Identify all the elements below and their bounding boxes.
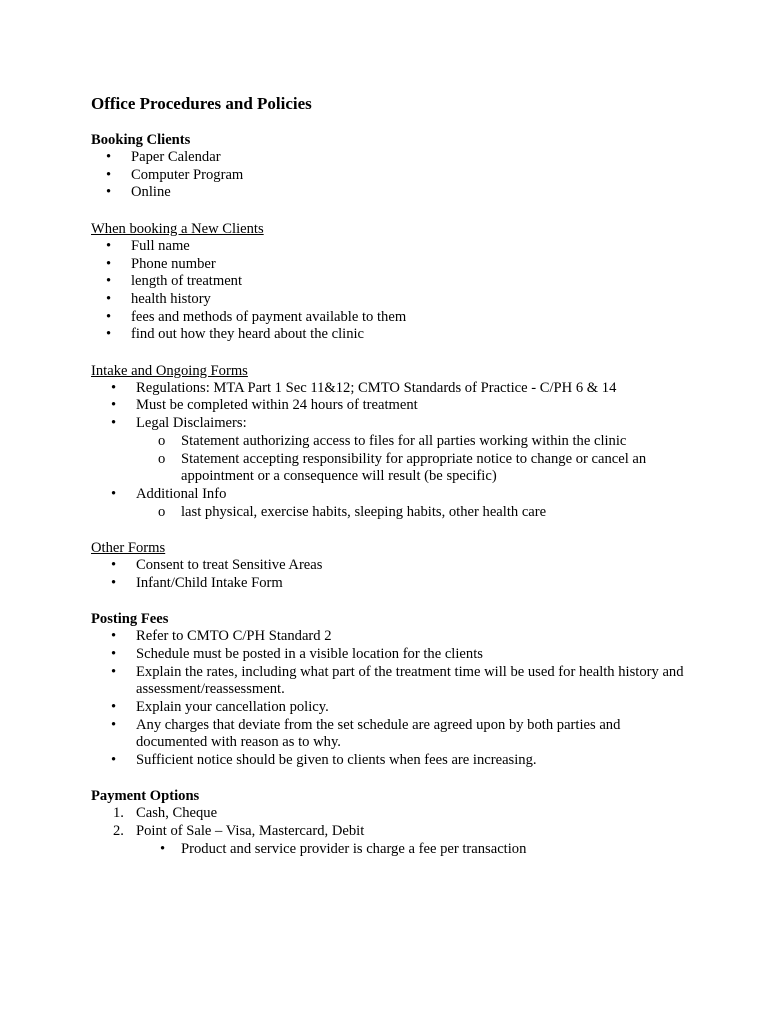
new-clients-heading: When booking a New Clients bbox=[91, 220, 264, 237]
list-item: • Refer to CMTO C/PH Standard 2 bbox=[91, 628, 691, 646]
sub-list-item: o Statement accepting responsibility for appropriate notice to change or cancel an appointment or a consequence will result (be specific) bbox=[136, 451, 691, 486]
payment-options-list bbox=[91, 805, 691, 840]
list-item: • find out how they heard about the clinic bbox=[91, 326, 691, 344]
list-item-text: Point of Sale – Visa, Mastercard, Debit bbox=[136, 823, 365, 840]
list-item: • length of treatment bbox=[91, 273, 691, 291]
booking-clients-heading: Booking Clients bbox=[91, 132, 191, 148]
list-item: • Explain your cancellation policy. bbox=[91, 699, 691, 717]
list-item-text: Cash, Cheque bbox=[136, 805, 218, 822]
document-title: Office Procedures and Policies bbox=[91, 94, 312, 113]
list-item: • Phone number bbox=[91, 256, 691, 274]
list-item: • Full name bbox=[91, 238, 691, 256]
posting-fees-list bbox=[91, 628, 691, 770]
other-forms-heading: Other Forms bbox=[91, 540, 166, 557]
list-item: • Computer Program bbox=[91, 167, 691, 185]
list-item: • Paper Calendar bbox=[91, 149, 691, 167]
sub-list-item: o Statement authorizing access to files for all parties working within the clinic bbox=[136, 433, 691, 451]
intake-forms-heading: Intake and Ongoing Forms bbox=[91, 362, 248, 379]
sub-list-item: • Product and service provider is charge a fee per transaction bbox=[136, 841, 691, 859]
list-number: 1. bbox=[113, 805, 124, 822]
list-item bbox=[91, 805, 691, 823]
list-item: • Additional Info bbox=[91, 486, 691, 504]
list-item: • Sufficient notice should be given to clients when fees are increasing. bbox=[91, 752, 691, 770]
sub-list-item: o last physical, exercise habits, sleeping habits, other health care bbox=[136, 504, 691, 522]
additional-info-sublist bbox=[136, 504, 691, 522]
document-body bbox=[91, 94, 691, 859]
intake-forms-list bbox=[91, 380, 691, 433]
list-item: • Must be completed within 24 hours of treatment bbox=[91, 397, 691, 415]
list-item: • Consent to treat Sensitive Areas bbox=[91, 557, 691, 575]
intake-forms-list-cont bbox=[91, 486, 691, 504]
list-item: • Explain the rates, including what part of the treatment time will be used for health history and assessment/reassessment. bbox=[91, 664, 691, 699]
other-forms-list bbox=[91, 557, 691, 592]
list-item: • Any charges that deviate from the set schedule are agreed upon by both parties and documented with reason as to why. bbox=[91, 717, 691, 752]
new-clients-list bbox=[91, 238, 691, 344]
list-item: • Infant/Child Intake Form bbox=[91, 575, 691, 593]
point-of-sale-sublist bbox=[136, 841, 691, 859]
booking-clients-list bbox=[91, 149, 691, 202]
list-item: • Schedule must be posted in a visible location for the clients bbox=[91, 646, 691, 664]
list-item: • Online bbox=[91, 184, 691, 202]
legal-disclaimers-sublist bbox=[136, 433, 691, 486]
list-item bbox=[91, 823, 691, 841]
list-item: • Regulations: MTA Part 1 Sec 11&12; CMTO Standards of Practice - C/PH 6 & 14 bbox=[91, 380, 691, 398]
list-number: 2. bbox=[113, 823, 124, 840]
list-item: • health history bbox=[91, 291, 691, 309]
list-item: • Legal Disclaimers: bbox=[91, 415, 691, 433]
payment-options-heading: Payment Options bbox=[91, 788, 200, 805]
posting-fees-heading: Posting Fees bbox=[91, 611, 169, 628]
list-item: • fees and methods of payment available to them bbox=[91, 309, 691, 327]
